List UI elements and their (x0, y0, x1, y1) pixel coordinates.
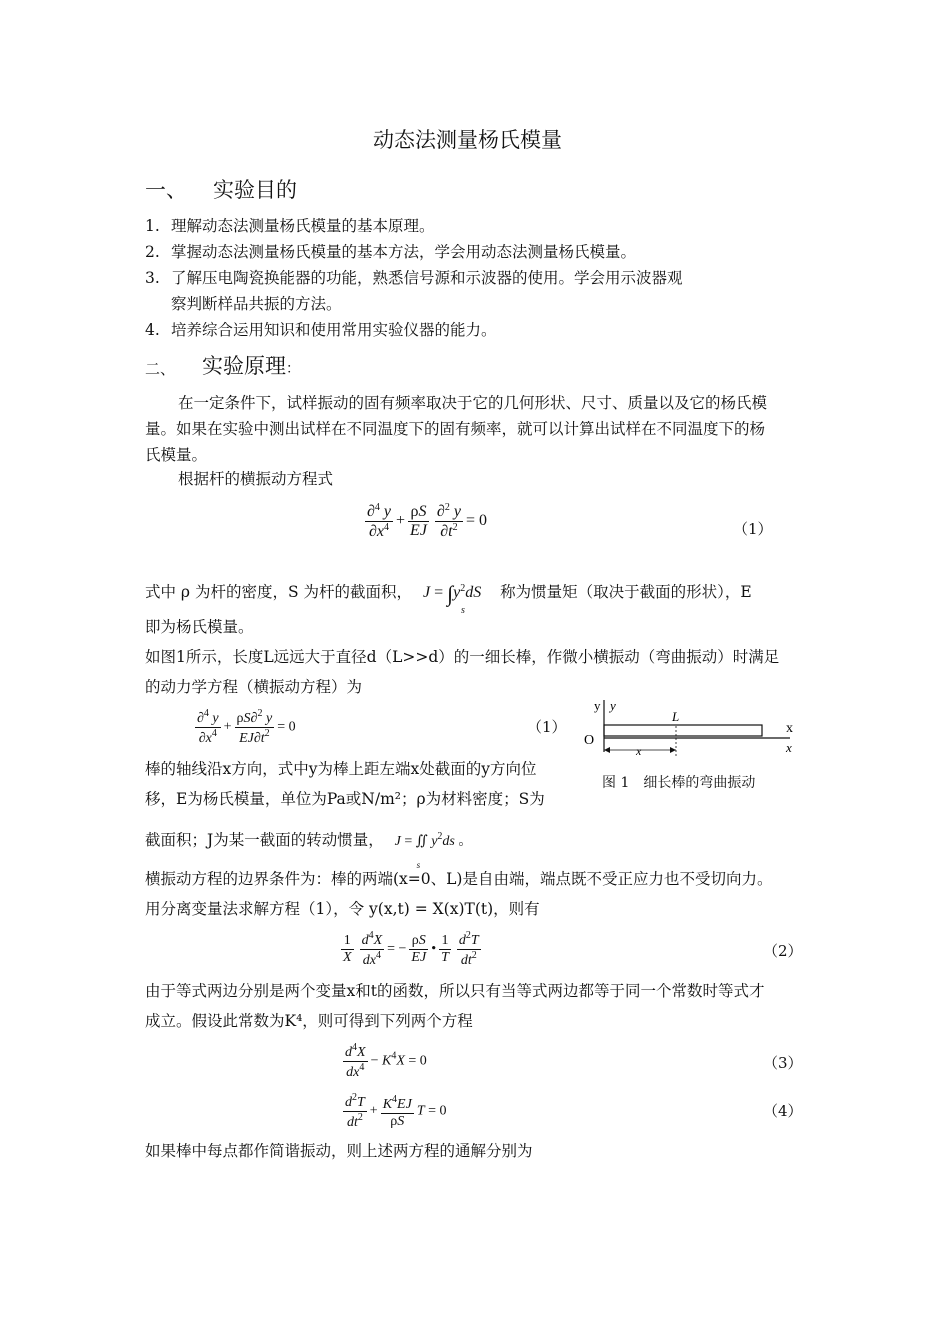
moment-formula: J = ∬ $y^2ds$ 。 s (394, 831, 473, 870)
beam-rectangle (604, 725, 762, 736)
equation-number: （1） (527, 718, 567, 736)
equation-number: （3） (763, 1054, 803, 1072)
svg-text:x: x (786, 740, 792, 755)
section-1-title: 实验目的 (213, 178, 297, 202)
inertia-formula: $J = \int y^2dS$ s (422, 581, 482, 616)
bending-beam-figure (580, 694, 810, 764)
equation-number: （1） (733, 520, 773, 538)
section-2-heading: 实验原理： (202, 354, 300, 378)
equation-1: $\frac{\partial^4 y}{\partial x^4}$ + $\frac{\rho S}{EJ}$ $\frac{\partial^2 y}{\partial t^2}$ = 0 (367, 502, 487, 540)
equation-1-alt: $\frac{\partial^4 y}{\partial x^4}$ + $\frac{\rho S\partial^2 y}{EJ\partial t^2}$ = 0 (197, 708, 296, 746)
paragraph-3: 式中 ρ 为杆的密度，S 为杆的截面积， $J = \int y^2dS$ s 称为惯量矩（取决于截面的形状），E (145, 576, 752, 607)
section-2-title: 实验原理 (202, 354, 286, 378)
paragraph-5-end: 截面积；J为某一截面的转动惯量， J = ∬ $y^2ds$ 。 s (145, 831, 473, 870)
paragraph-7: 由于等式两边分别是两个变量x和t的函数，所以只有当等式两边都等于同一个常数时等式才 成立。假设此常数为K⁴，则可得到下列两个方程 (145, 982, 765, 1030)
section-2-number: 二、 (145, 360, 176, 378)
equation-4: $\frac{d^2T}{dt^2}$ + $\frac{K^4EJ}{\rho S}$ T = 0 (345, 1092, 447, 1130)
section-1-number: 一、 (145, 178, 187, 202)
paragraph-3-end: 即为杨氏模量。 (145, 618, 254, 636)
paragraph-1: 在一定条件下，试样振动的固有频率取决于它的几何形状、尺寸、质量以及它的杨氏模 量。如果在实验中测出试样在不同温度下的固有频率，就可以计算出试样在不同温度下的杨 氏模量。 (145, 394, 768, 464)
paragraph-8: 如果棒中每点都作简谐振动，则上述两方程的通解分别为 (145, 1142, 533, 1160)
y-label: y (594, 698, 601, 713)
equation-number: （2） (763, 942, 803, 960)
paragraph-2: 根据杆的横振动方程式 (178, 470, 334, 488)
length-label: L (672, 709, 680, 724)
origin-label: O (584, 733, 595, 748)
objective-item: 3. 了解压电陶瓷换能器的功能，熟悉信号源和示波器的使用。学会用示波器观 (145, 269, 683, 287)
objective-item: 1. 理解动态法测量杨氏模量的基本原理。 (145, 217, 435, 235)
page-title: 动态法测量杨氏模量 (373, 128, 562, 152)
objective-item: 察判断样品共振的方法。 (171, 295, 342, 313)
paragraph-6: 横振动方程的边界条件为：棒的两端(x=0、L)是自由端，端点既不受正应力也不受切向力。 用分离变量法求解方程（1），令 y(x,t) = X(x)T(t)，则有 (145, 870, 773, 918)
svg-text:y: y (610, 698, 616, 713)
objectives-list (145, 213, 683, 343)
equation-number: （4） (763, 1102, 803, 1120)
equation-2: $\frac{1}{X}$ $\frac{d^4X}{dx^4}$ = − $\frac{\rho S}{EJ}$ • $\frac{1}{T}$ $\frac{d^2T}{dt^2}$ (343, 930, 479, 968)
section-1-heading (145, 174, 297, 204)
figure-caption: 图 1 细长棒的弯曲振动 (602, 775, 756, 791)
paragraph-4: 如图1所示，长度L远远大于直径d（L>>d）的一细长棒，作微小横振动（弯曲振动）时满足 的动力学方程（横振动方程）为 (145, 648, 780, 696)
objective-item: 2. 掌握动态法测量杨氏模量的基本方法，学会用动态法测量杨氏模量。 (145, 243, 637, 261)
objective-item: 4. 培养综合运用知识和使用常用实验仪器的能力。 (145, 321, 497, 339)
svg-text:x: x (636, 744, 642, 758)
equation-3: $\frac{d^4X}{dx^4}$ − $K^4X = 0$ (345, 1042, 427, 1080)
paragraph-5: 棒的轴线沿x方向，式中y为棒上距左端x处截面的y方向位 移，E为杨氏模量，单位为Pa或N/m²；ρ为材料密度；S为 (145, 760, 545, 808)
x-label: x (786, 721, 793, 736)
